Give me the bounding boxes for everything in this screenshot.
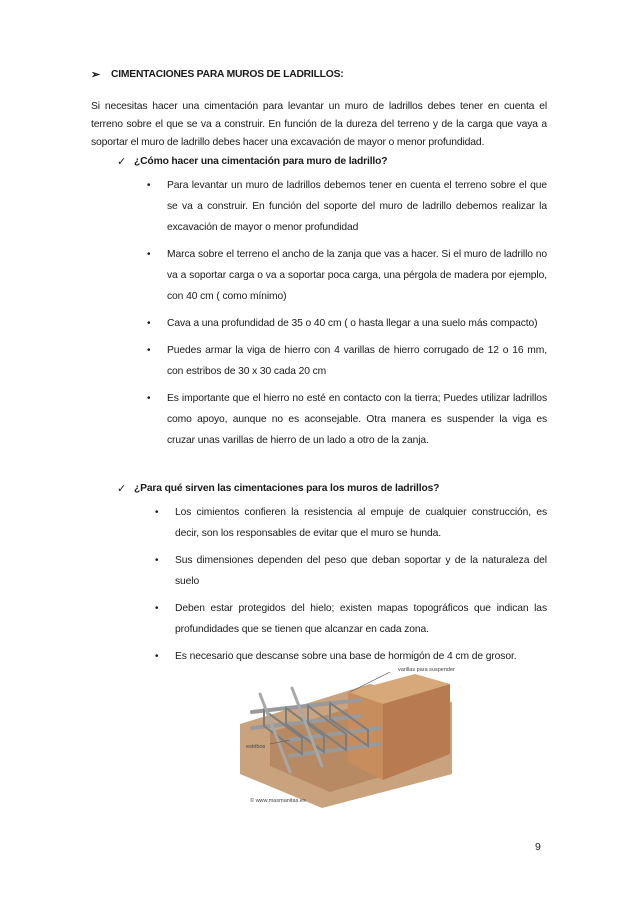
page-number: 9 [535,841,541,853]
list-item [147,313,547,334]
question-heading-1 [117,156,388,168]
foundation-illustration [230,662,455,810]
list-item-text: Puedes armar la viga de hierro con 4 varillas de hierro corrugado de 12 o 16 mm, con estribos de 30 x 30 cada 20 cm [167,345,547,377]
list-item [155,598,547,640]
list-item-text: Los cimientos confieren la resistencia al empuje de cualquier construcción, es decir, son los responsables de evitar que el muro se hunda. [175,507,547,539]
list-item-text: Es importante que el hierro no esté en contacto con la tierra; Puedes utilizar ladrillos como apoyo, aunque no es aconsejable. Otra manera es suspender la viga es cruzar unas varillas de hierro de un lado a otro de la zanja. [167,393,547,446]
list-item-text: Marca sobre el terreno el ancho de la zanja que vas a hacer. Si el muro de ladrillo no va a soportar carga o va a soportar poca carga, una pérgola de madera por ejemplo, con 40 cm ( como mínimo) [167,249,547,302]
list-item [147,340,547,382]
list-item-text: Para levantar un muro de ladrillos debemos tener en cuenta el terreno sobre el que se va a construir. En función del soporte del muro de ladrillo debemos realizar la excavación de mayor o menor profundidad [167,180,547,233]
bullet-list-1 [147,175,547,457]
label-estribos: estribos [246,744,266,750]
arrow-bullet-icon: ➢ [91,69,101,81]
question-heading-1-text: ¿Cómo hacer una cimentación para muro de ladrillo? [134,156,388,167]
list-item [155,502,547,544]
bullet-icon: • [147,318,151,329]
rebar-cage-drawing [230,662,455,810]
section-heading [91,69,344,81]
list-item-text: Sus dimensiones dependen del peso que deban soportar y de la naturaleza del suelo [175,555,547,587]
question-heading-2 [117,483,440,495]
check-icon: ✓ [117,156,127,168]
list-item [147,175,547,238]
bullet-icon: • [147,345,151,356]
list-item-text: Cava a una profundidad de 35 o 40 cm ( o hasta llegar a una suelo más compacto) [167,318,538,329]
list-item [147,388,547,451]
bullet-icon: • [155,555,159,566]
bullet-icon: • [147,249,151,260]
question-heading-2-text: ¿Para qué sirven las cimentaciones para los muros de ladrillos? [134,483,440,494]
bullet-icon: • [147,180,151,191]
list-item-text: Deben estar protegidos del hielo; existen mapas topográficos que indican las profundidades que se tienen que alcanzar en cada zona. [175,603,547,635]
bullet-icon: • [155,507,159,518]
intro-paragraph: Si necesitas hacer una cimentación para levantar un muro de ladrillos debes tener en cuenta el terreno sobre el que se va a construir. En función de la dureza del terreno y de la carga que vaya a soportar el muro de ladrillo debes hacer una excavación de mayor o menor profundidad. [91,101,547,148]
bullet-list-2 [155,502,547,673]
list-item [147,244,547,307]
label-suspender: varillas para suspender [398,667,455,673]
bullet-icon: • [147,393,151,404]
image-credit: © www.masmanitas.es [250,798,306,804]
list-item [155,550,547,592]
bullet-icon: • [155,603,159,614]
bullet-icon: • [155,651,159,662]
check-icon: ✓ [117,483,127,495]
section-heading-text: CIMENTACIONES PARA MUROS DE LADRILLOS: [111,69,344,80]
list-item-text: Es necesario que descanse sobre una base de hormigón de 4 cm de grosor. [175,651,517,662]
